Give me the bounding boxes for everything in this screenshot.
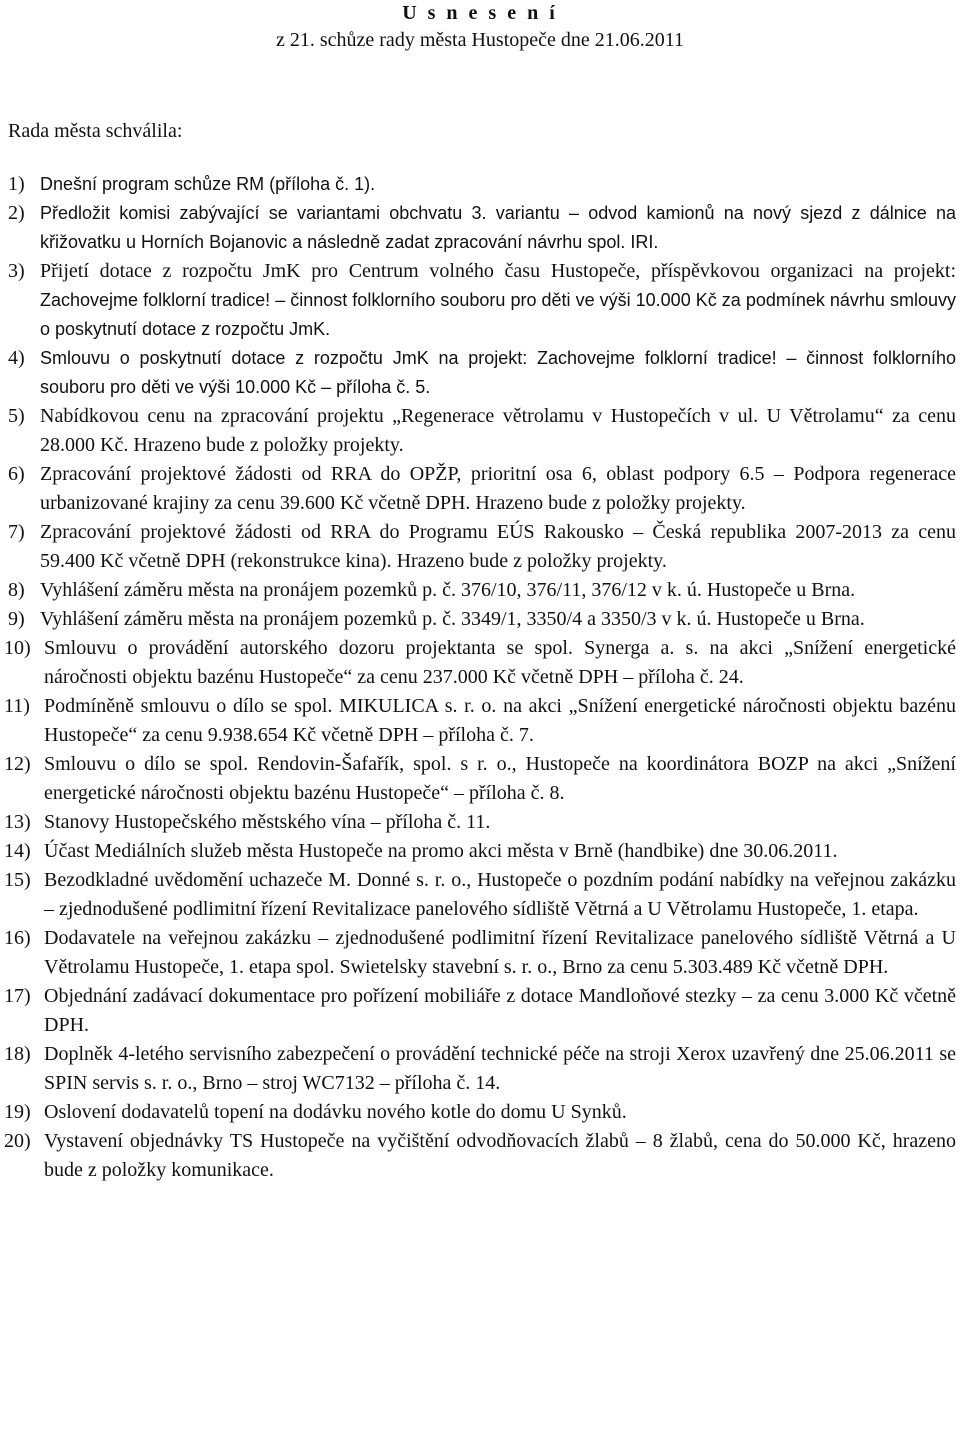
resolution-item: [4, 460, 956, 518]
resolution-text-run: Předložit komisi zabývající se variantami obchvatu 3. variantu – odvod kamionů na nový sjezd z dálnice na křižovatku u Horních Bojanovic a následně zadat zpracování návrhu spol. IRI.: [40, 203, 956, 252]
resolution-item: [4, 518, 956, 576]
resolution-text: [44, 808, 956, 837]
resolution-number: 14): [4, 840, 31, 862]
resolution-item: [4, 605, 956, 634]
resolution-list: [4, 170, 956, 1185]
resolution-item: [4, 1040, 956, 1098]
resolution-item: [4, 170, 956, 199]
resolution-text: [44, 924, 956, 982]
resolution-number: 9): [8, 608, 25, 630]
resolution-item: [4, 634, 956, 692]
resolution-item: [4, 808, 956, 837]
resolution-number: 6): [8, 463, 25, 485]
resolution-text-run: Vyhlášení záměru města na pronájem pozemků p. č. 376/10, 376/11, 376/12 v k. ú. Hustopeče u Brna.: [40, 579, 856, 601]
resolution-number: 1): [8, 173, 25, 195]
resolution-number: 4): [8, 347, 25, 369]
resolution-number: 2): [8, 202, 25, 224]
resolution-text-run: Účast Mediálních služeb města Hustopeče na promo akci města v Brně (handbike) dne 30.06.2011.: [44, 840, 838, 862]
resolution-text: [44, 866, 956, 924]
resolution-number: 19): [4, 1101, 31, 1123]
resolution-item: [4, 750, 956, 808]
resolution-number: 12): [4, 753, 31, 775]
resolution-text-run: Oslovení dodavatelů topení na dodávku nového kotle do domu U Synků.: [44, 1101, 627, 1123]
resolution-item: [4, 982, 956, 1040]
resolution-number: 5): [8, 405, 25, 427]
resolution-item: [4, 837, 956, 866]
resolution-text: [44, 1040, 956, 1098]
resolution-text-run: Dodavatele na veřejnou zakázku – zjednodušené podlimitní řízení Revitalizace panelového sídliště Větrná a U Větrolamu Hustopeče, 1. etapa spol. Swietelsky stavební s. r. o., Brno za cenu 5.303.489 Kč včetně DPH.: [44, 927, 956, 978]
resolution-text: [40, 402, 956, 460]
resolution-text-run: Zpracování projektové žádosti od RRA do OPŽP, prioritní osa 6, oblast podpory 6.5 – Podpora regenerace urbanizované krajiny za cenu 39.600 Kč včetně DPH. Hrazeno bude z položky projekty.: [40, 463, 956, 514]
resolution-text-run: Zachovejme folklorní tradice! – činnost folklorního souboru pro děti ve výši 10.: [40, 290, 661, 310]
resolution-text: [40, 576, 956, 605]
resolution-text: [44, 1127, 956, 1185]
resolution-number: 7): [8, 521, 25, 543]
resolution-item: [4, 344, 956, 402]
resolution-item: [4, 866, 956, 924]
document-subtitle: z 21. schůze rady města Hustopeče dne 21.06.2011: [275, 29, 685, 51]
resolution-text-run: Smlouvu o provádění autorského dozoru projektanta se spol. Synerga a. s. na akci „Snížení energetické náročnosti objektu bazénu Hustopeče“ za cenu 237.000 Kč včetně DPH – příloha č. 24.: [44, 637, 956, 688]
resolution-item: [4, 1098, 956, 1127]
resolution-item: [4, 692, 956, 750]
resolution-item: [4, 576, 956, 605]
resolution-text: [44, 750, 956, 808]
resolution-number: 8): [8, 579, 25, 601]
resolution-number: 20): [4, 1130, 31, 1152]
intro-text: Rada města schválila:: [8, 120, 183, 142]
resolution-text-run: Nabídkovou cenu na zpracování projektu „Regenerace větrolamu v Hustopečích v ul. U Větrolamu“ za cenu 28.000 Kč. Hrazeno bude z položky projekty.: [40, 405, 956, 456]
resolution-text: [44, 982, 956, 1040]
resolution-item: [4, 199, 956, 257]
resolution-item: [4, 257, 956, 344]
resolution-text: [40, 605, 956, 634]
resolution-text: [40, 199, 956, 257]
resolution-text: [40, 344, 956, 402]
resolution-text-run: Zpracování projektové žádosti od RRA do Programu EÚS Rakousko – Česká republika 2007-2013 za cenu 59.400 Kč včetně DPH (rekonstrukce kina). Hrazeno bude z položky projekty.: [40, 521, 956, 572]
resolution-text-run: Vystavení objednávky TS Hustopeče na vyčištění odvodňovacích žlabů – 8 žlabů, cena do 50.000 Kč, hrazeno bude z položky komunikace.: [44, 1130, 956, 1181]
resolution-text-run: Přijetí dotace z rozpočtu JmK pro Centrum volného času Hustopeče, příspěvkovou organizaci na projekt:: [40, 260, 956, 282]
resolution-text: [44, 1098, 956, 1127]
resolution-text-run: Bezodkladné uvědomění uchazeče M. Donné s. r. o., Hustopeče o pozdním podání nabídky na veřejnou zakázku – zjednodušené podlimitní řízení Revitalizace panelového sídliště Větrná a U Větrolamu Hustopeče, 1. etapa.: [44, 869, 956, 920]
resolution-number: 18): [4, 1043, 31, 1065]
resolution-text: [44, 692, 956, 750]
resolution-text: [40, 170, 956, 199]
resolution-text-run: činnost folklorního souboru pro děti ve výši 10.000 Kč – příloha č. 5.: [40, 348, 956, 397]
resolution-text-run: Smlouvu o dílo se spol. Rendovin-Šafařík, spol. s r. o., Hustopeče na koordinátora BOZP na akci „Snížení energetické náročnosti objektu bazénu Hustopeče“ – příloha č. 8.: [44, 753, 956, 804]
resolution-number: 3): [8, 260, 25, 282]
resolution-text-run: Vyhlášení záměru města na pronájem pozemků p. č. 3349/1, 3350/4 a 3350/3 v k. ú. Hustopeče u Brna.: [40, 608, 865, 630]
resolution-text-run: Smlouvu o poskytnutí dotace z rozpočtu JmK na projekt: Zachovejme folklorní tradice! –: [40, 348, 807, 368]
resolution-item: [4, 402, 956, 460]
resolution-number: 17): [4, 985, 31, 1007]
resolution-text-run: Objednání zadávací dokumentace pro pořízení mobiliáře z dotace Mandloňové stezky – za cenu 3.000 Kč včetně DPH.: [44, 985, 956, 1036]
resolution-number: 13): [4, 811, 31, 833]
resolution-text: [44, 837, 956, 866]
resolution-text: [44, 634, 956, 692]
resolution-number: 11): [4, 695, 30, 717]
resolution-text-run: 000 Kč za podmínek návrhu smlouvy o poskytnutí dotace z rozpočtu JmK.: [40, 290, 956, 339]
resolution-item: [4, 924, 956, 982]
resolution-text-run: Stanovy Hustopečského městského vína – příloha č. 11.: [44, 811, 491, 833]
resolution-number: 10): [4, 637, 31, 659]
resolution-text: [40, 460, 956, 518]
resolution-number: 15): [4, 869, 31, 891]
resolution-text: [40, 257, 956, 344]
resolution-number: 16): [4, 927, 31, 949]
resolution-text-run: Doplněk 4-letého servisního zabezpečení o provádění technické péče na stroji Xerox uzavřený dne 25.06.2011 se SPIN servis s. r. o., Brno – stroj WC7132 – příloha č. 14.: [44, 1043, 956, 1094]
resolution-text: [40, 518, 956, 576]
document-title: U s n e s e n í: [402, 2, 558, 24]
resolution-item: [4, 1127, 956, 1185]
resolution-text-run: Dnešní program schůze RM (příloha č. 1).: [40, 174, 376, 194]
resolution-text-run: Podmíněně smlouvu o dílo se spol. MIKULICA s. r. o. na akci „Snížení energetické náročnosti objektu bazénu Hustopeče“ za cenu 9.938.654 Kč včetně DPH – příloha č. 7.: [44, 695, 956, 746]
